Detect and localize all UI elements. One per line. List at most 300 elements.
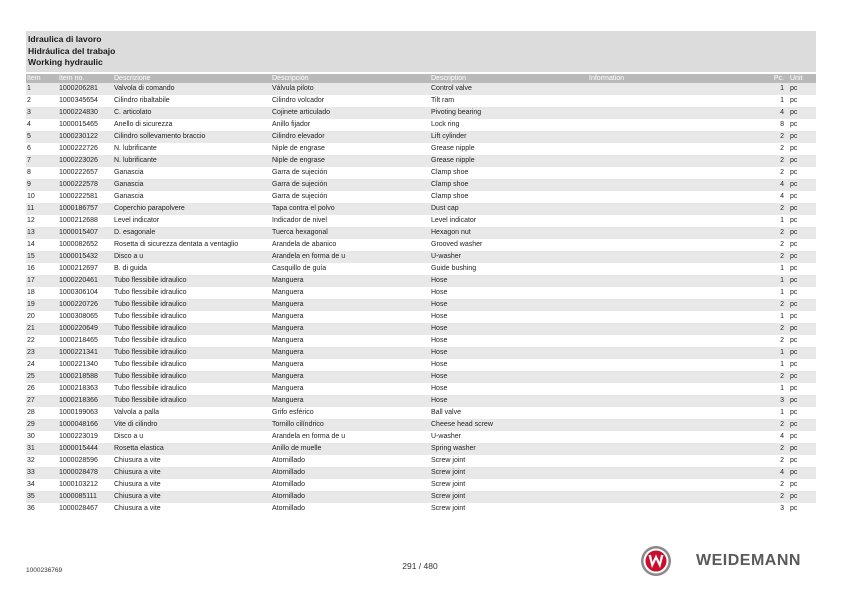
cell-description: Screw joint xyxy=(430,455,588,467)
cell-item-no: 1000345654 xyxy=(58,95,113,107)
table-row xyxy=(26,359,816,371)
cell-item: 19 xyxy=(26,299,58,311)
table-row xyxy=(26,455,816,467)
cell-unit: pc xyxy=(784,275,816,287)
cell-item-no: 1000223026 xyxy=(58,155,113,167)
cell-pc: 3 xyxy=(743,503,784,515)
cell-descrizione: B. di guida xyxy=(113,263,271,275)
cell-unit: pc xyxy=(784,179,816,191)
cell-unit: pc xyxy=(784,431,816,443)
cell-item-no: 1000223019 xyxy=(58,431,113,443)
cell-descripcion: Manguera xyxy=(271,383,430,395)
table-row xyxy=(26,467,816,479)
table-row xyxy=(26,503,816,515)
cell-descrizione: Chiusura a vite xyxy=(113,491,271,503)
cell-information xyxy=(588,155,743,167)
cell-unit: pc xyxy=(784,155,816,167)
table-row xyxy=(26,167,816,179)
cell-item-no: 1000222581 xyxy=(58,191,113,203)
cell-descrizione: Chiusura a vite xyxy=(113,467,271,479)
cell-descripcion: Cilindro elevador xyxy=(271,131,430,143)
cell-unit: pc xyxy=(784,131,816,143)
cell-description: Hose xyxy=(430,335,588,347)
cell-description: Hose xyxy=(430,275,588,287)
col-header-pc: Pc. xyxy=(743,74,784,83)
cell-pc: 2 xyxy=(743,479,784,491)
cell-descrizione: Disco a u xyxy=(113,431,271,443)
cell-pc: 1 xyxy=(743,347,784,359)
table-row xyxy=(26,395,816,407)
cell-description: Screw joint xyxy=(430,467,588,479)
cell-information xyxy=(588,119,743,131)
cell-descripcion: Arandela de abanico xyxy=(271,239,430,251)
cell-item-no: 1000103212 xyxy=(58,479,113,491)
cell-description: Grease nipple xyxy=(430,155,588,167)
cell-descripcion: Manguera xyxy=(271,359,430,371)
cell-descrizione: Chiusura a vite xyxy=(113,503,271,515)
cell-description: U-washer xyxy=(430,431,588,443)
table-row xyxy=(26,407,816,419)
cell-item: 34 xyxy=(26,479,58,491)
cell-pc: 1 xyxy=(743,275,784,287)
cell-descrizione: Valvola di comando xyxy=(113,83,271,95)
cell-unit: pc xyxy=(784,455,816,467)
cell-description: Ball valve xyxy=(430,407,588,419)
cell-descripcion: Niple de engrase xyxy=(271,155,430,167)
cell-item-no: 1000218366 xyxy=(58,395,113,407)
cell-unit: pc xyxy=(784,335,816,347)
cell-pc: 8 xyxy=(743,119,784,131)
cell-item: 20 xyxy=(26,311,58,323)
cell-descripcion: Tuerca hexagonal xyxy=(271,227,430,239)
cell-item: 36 xyxy=(26,503,58,515)
cell-description: Lift cylinder xyxy=(430,131,588,143)
cell-pc: 2 xyxy=(743,227,784,239)
cell-descripcion: Atornillado xyxy=(271,491,430,503)
table-row xyxy=(26,131,816,143)
cell-item: 32 xyxy=(26,455,58,467)
cell-information xyxy=(588,347,743,359)
cell-unit: pc xyxy=(784,371,816,383)
cell-item-no: 1000085111 xyxy=(58,491,113,503)
table-row xyxy=(26,119,816,131)
cell-description: Level indicator xyxy=(430,215,588,227)
cell-pc: 2 xyxy=(743,203,784,215)
cell-descripcion: Casquillo de guía xyxy=(271,263,430,275)
cell-descrizione: Tubo flessibile idraulico xyxy=(113,335,271,347)
page-number: 291 / 480 xyxy=(402,561,438,571)
cell-description: Tilt ram xyxy=(430,95,588,107)
table-row xyxy=(26,215,816,227)
cell-information xyxy=(588,479,743,491)
cell-item-no: 1000028478 xyxy=(58,467,113,479)
col-header-unit: Unit xyxy=(784,74,816,83)
cell-item: 10 xyxy=(26,191,58,203)
cell-descripcion: Garra de sujeción xyxy=(271,179,430,191)
document-number: 1000236769 xyxy=(26,567,63,574)
cell-description: Hexagon nut xyxy=(430,227,588,239)
cell-information xyxy=(588,203,743,215)
table-row xyxy=(26,275,816,287)
table-row xyxy=(26,203,816,215)
cell-descrizione: Chiusura a vite xyxy=(113,455,271,467)
cell-information xyxy=(588,407,743,419)
cell-descripcion: Tornillo cilíndrico xyxy=(271,419,430,431)
cell-item: 21 xyxy=(26,323,58,335)
table-row xyxy=(26,491,816,503)
cell-descrizione: D. esagonale xyxy=(113,227,271,239)
table-row xyxy=(26,251,816,263)
cell-unit: pc xyxy=(784,167,816,179)
cell-descrizione: Ganascia xyxy=(113,191,271,203)
cell-information xyxy=(588,131,743,143)
cell-descripcion: Manguera xyxy=(271,347,430,359)
cell-item: 8 xyxy=(26,167,58,179)
cell-item-no: 1000015407 xyxy=(58,227,113,239)
cell-descripcion: Manguera xyxy=(271,323,430,335)
cell-descrizione: Coperchio parapolvere xyxy=(113,203,271,215)
cell-item-no: 1000220726 xyxy=(58,299,113,311)
cell-item-no: 1000222726 xyxy=(58,143,113,155)
cell-pc: 4 xyxy=(743,467,784,479)
cell-descripcion: Cojinete articulado xyxy=(271,107,430,119)
cell-item: 29 xyxy=(26,419,58,431)
cell-descripcion: Anillo fijador xyxy=(271,119,430,131)
cell-descripcion: Garra de sujeción xyxy=(271,191,430,203)
cell-item: 33 xyxy=(26,467,58,479)
cell-item: 25 xyxy=(26,371,58,383)
table-row xyxy=(26,179,816,191)
cell-pc: 1 xyxy=(743,215,784,227)
cell-unit: pc xyxy=(784,383,816,395)
cell-pc: 2 xyxy=(743,143,784,155)
cell-item: 5 xyxy=(26,131,58,143)
cell-item: 12 xyxy=(26,215,58,227)
cell-pc: 2 xyxy=(743,167,784,179)
cell-pc: 1 xyxy=(743,311,784,323)
cell-information xyxy=(588,359,743,371)
cell-descripcion: Manguera xyxy=(271,275,430,287)
cell-descrizione: Vite di cilindro xyxy=(113,419,271,431)
cell-descripcion: Manguera xyxy=(271,335,430,347)
cell-descrizione: Tubo flessibile idraulico xyxy=(113,311,271,323)
cell-description: Hose xyxy=(430,347,588,359)
cell-item-no: 1000015432 xyxy=(58,251,113,263)
cell-descripcion: Arandela en forma de u xyxy=(271,251,430,263)
cell-descrizione: Chiusura a vite xyxy=(113,479,271,491)
cell-item-no: 1000028467 xyxy=(58,503,113,515)
cell-description: Screw joint xyxy=(430,491,588,503)
cell-unit: pc xyxy=(784,239,816,251)
cell-information xyxy=(588,503,743,515)
cell-description: Grooved washer xyxy=(430,239,588,251)
cell-information xyxy=(588,443,743,455)
cell-unit: pc xyxy=(784,443,816,455)
cell-information xyxy=(588,227,743,239)
cell-unit: pc xyxy=(784,251,816,263)
cell-unit: pc xyxy=(784,299,816,311)
cell-item-no: 1000308065 xyxy=(58,311,113,323)
table-row xyxy=(26,83,816,95)
cell-descrizione: Tubo flessibile idraulico xyxy=(113,323,271,335)
cell-information xyxy=(588,455,743,467)
cell-description: Hose xyxy=(430,299,588,311)
cell-item: 30 xyxy=(26,431,58,443)
cell-unit: pc xyxy=(784,359,816,371)
cell-item-no: 1000218465 xyxy=(58,335,113,347)
table-header-row xyxy=(26,74,816,83)
cell-pc: 1 xyxy=(743,407,784,419)
cell-pc: 2 xyxy=(743,155,784,167)
cell-unit: pc xyxy=(784,491,816,503)
cell-information xyxy=(588,107,743,119)
cell-pc: 2 xyxy=(743,323,784,335)
cell-unit: pc xyxy=(784,479,816,491)
cell-item-no: 1000186757 xyxy=(58,203,113,215)
cell-item: 16 xyxy=(26,263,58,275)
cell-unit: pc xyxy=(784,263,816,275)
cell-description: Grease nipple xyxy=(430,143,588,155)
cell-descripcion: Atornillado xyxy=(271,467,430,479)
cell-pc: 1 xyxy=(743,359,784,371)
cell-descrizione: Cilindro sollevamento braccio xyxy=(113,131,271,143)
cell-descripcion: Atornillado xyxy=(271,479,430,491)
cell-pc: 1 xyxy=(743,83,784,95)
cell-description: Screw joint xyxy=(430,479,588,491)
cell-description: Pivoting bearing xyxy=(430,107,588,119)
cell-information xyxy=(588,335,743,347)
cell-unit: pc xyxy=(784,287,816,299)
col-header-descripcion: Descripción xyxy=(271,74,430,83)
cell-unit: pc xyxy=(784,347,816,359)
cell-item-no: 1000221340 xyxy=(58,359,113,371)
cell-descrizione: Tubo flessibile idraulico xyxy=(113,383,271,395)
cell-descripcion: Indicador de nivel xyxy=(271,215,430,227)
cell-item-no: 1000224830 xyxy=(58,107,113,119)
cell-information xyxy=(588,395,743,407)
table-row xyxy=(26,311,816,323)
cell-pc: 4 xyxy=(743,191,784,203)
cell-unit: pc xyxy=(784,323,816,335)
table-row xyxy=(26,371,816,383)
cell-information xyxy=(588,371,743,383)
cell-descripcion: Cilindro volcador xyxy=(271,95,430,107)
cell-item-no: 1000028596 xyxy=(58,455,113,467)
cell-item: 1 xyxy=(26,83,58,95)
cell-descripcion: Grifo esférico xyxy=(271,407,430,419)
cell-item-no: 1000220461 xyxy=(58,275,113,287)
cell-item: 13 xyxy=(26,227,58,239)
cell-descripcion: Manguera xyxy=(271,371,430,383)
cell-item-no: 1000206281 xyxy=(58,83,113,95)
cell-information xyxy=(588,215,743,227)
table-row xyxy=(26,239,816,251)
cell-item: 3 xyxy=(26,107,58,119)
cell-descripcion: Atornillado xyxy=(271,455,430,467)
cell-unit: pc xyxy=(784,215,816,227)
cell-descripcion: Válvula piloto xyxy=(271,83,430,95)
weidemann-w-logo-icon xyxy=(641,546,671,576)
cell-descripcion: Atornillado xyxy=(271,503,430,515)
cell-item: 35 xyxy=(26,491,58,503)
cell-information xyxy=(588,263,743,275)
cell-unit: pc xyxy=(784,467,816,479)
table-row xyxy=(26,443,816,455)
cell-item-no: 1000048166 xyxy=(58,419,113,431)
cell-descrizione: Tubo flessibile idraulico xyxy=(113,371,271,383)
title-english: Working hydraulic xyxy=(28,57,103,67)
cell-pc: 4 xyxy=(743,179,784,191)
cell-item-no: 1000230122 xyxy=(58,131,113,143)
cell-description: Hose xyxy=(430,383,588,395)
cell-unit: pc xyxy=(784,419,816,431)
cell-information xyxy=(588,179,743,191)
table-row xyxy=(26,227,816,239)
cell-unit: pc xyxy=(784,119,816,131)
cell-pc: 1 xyxy=(743,287,784,299)
cell-description: Dust cap xyxy=(430,203,588,215)
cell-descrizione: Anello di sicurezza xyxy=(113,119,271,131)
cell-unit: pc xyxy=(784,143,816,155)
cell-item: 9 xyxy=(26,179,58,191)
cell-descrizione: Tubo flessibile idraulico xyxy=(113,395,271,407)
cell-descripcion: Tapa contra el polvo xyxy=(271,203,430,215)
cell-information xyxy=(588,239,743,251)
cell-item-no: 1000082652 xyxy=(58,239,113,251)
table-row xyxy=(26,299,816,311)
cell-pc: 2 xyxy=(743,443,784,455)
cell-descripcion: Garra de sujeción xyxy=(271,167,430,179)
table-row xyxy=(26,383,816,395)
cell-pc: 2 xyxy=(743,251,784,263)
cell-unit: pc xyxy=(784,395,816,407)
cell-information xyxy=(588,383,743,395)
cell-information xyxy=(588,419,743,431)
cell-item-no: 1000212697 xyxy=(58,263,113,275)
cell-description: Hose xyxy=(430,287,588,299)
cell-information xyxy=(588,287,743,299)
cell-description: Hose xyxy=(430,323,588,335)
cell-unit: pc xyxy=(784,227,816,239)
title-spanish: Hidráulica del trabajo xyxy=(28,45,116,56)
cell-pc: 4 xyxy=(743,107,784,119)
cell-pc: 2 xyxy=(743,419,784,431)
cell-descrizione: N. lubrificante xyxy=(113,155,271,167)
cell-item: 27 xyxy=(26,395,58,407)
cell-unit: pc xyxy=(784,107,816,119)
cell-information xyxy=(588,311,743,323)
cell-pc: 2 xyxy=(743,131,784,143)
table-row xyxy=(26,143,816,155)
cell-description: Control valve xyxy=(430,83,588,95)
cell-item-no: 1000015444 xyxy=(58,443,113,455)
cell-descrizione: Rosetta di sicurezza dentata a ventaglio xyxy=(113,239,271,251)
cell-description: Clamp shoe xyxy=(430,179,588,191)
cell-pc: 2 xyxy=(743,335,784,347)
cell-item: 15 xyxy=(26,251,58,263)
cell-item: 28 xyxy=(26,407,58,419)
cell-description: Cheese head screw xyxy=(430,419,588,431)
cell-descripcion: Manguera xyxy=(271,311,430,323)
table-row xyxy=(26,191,816,203)
col-header-item-no: Item no. xyxy=(58,74,113,83)
cell-pc: 1 xyxy=(743,95,784,107)
cell-pc: 2 xyxy=(743,455,784,467)
col-header-descrizione: Descrizione xyxy=(113,74,271,83)
cell-descrizione: Disco a u xyxy=(113,251,271,263)
table-row xyxy=(26,155,816,167)
cell-item-no: 1000218363 xyxy=(58,383,113,395)
table-row xyxy=(26,323,816,335)
table-row xyxy=(26,335,816,347)
cell-item: 7 xyxy=(26,155,58,167)
cell-descrizione: Cilindro ribaltabile xyxy=(113,95,271,107)
table-row xyxy=(26,479,816,491)
cell-information xyxy=(588,251,743,263)
cell-pc: 2 xyxy=(743,491,784,503)
table-row xyxy=(26,287,816,299)
cell-description: Clamp shoe xyxy=(430,167,588,179)
cell-description: Spring washer xyxy=(430,443,588,455)
cell-description: Hose xyxy=(430,359,588,371)
cell-descripcion: Manguera xyxy=(271,299,430,311)
cell-descrizione: Ganascia xyxy=(113,179,271,191)
cell-description: Hose xyxy=(430,395,588,407)
cell-descrizione: Tubo flessibile idraulico xyxy=(113,359,271,371)
cell-pc: 2 xyxy=(743,371,784,383)
cell-unit: pc xyxy=(784,503,816,515)
cell-item: 24 xyxy=(26,359,58,371)
cell-descrizione: Tubo flessibile idraulico xyxy=(113,287,271,299)
cell-information xyxy=(588,467,743,479)
title-italian: Idraulica di lavoro xyxy=(28,34,102,44)
cell-descrizione: Valvola a palla xyxy=(113,407,271,419)
cell-descrizione: Ganascia xyxy=(113,167,271,179)
section-title-block xyxy=(26,31,816,72)
cell-information xyxy=(588,191,743,203)
table-row xyxy=(26,263,816,275)
cell-descrizione: Level indicator xyxy=(113,215,271,227)
cell-descripcion: Manguera xyxy=(271,395,430,407)
cell-item: 4 xyxy=(26,119,58,131)
col-header-description: Description xyxy=(430,74,588,83)
cell-descrizione: N. lubrificante xyxy=(113,143,271,155)
cell-information xyxy=(588,167,743,179)
table-row xyxy=(26,419,816,431)
cell-pc: 1 xyxy=(743,383,784,395)
cell-item-no: 1000221341 xyxy=(58,347,113,359)
cell-descripcion: Arandela en forma de u xyxy=(271,431,430,443)
cell-information xyxy=(588,275,743,287)
cell-item: 31 xyxy=(26,443,58,455)
cell-descripcion: Niple de engrase xyxy=(271,143,430,155)
cell-description: Hose xyxy=(430,371,588,383)
cell-pc: 3 xyxy=(743,395,784,407)
cell-pc: 1 xyxy=(743,263,784,275)
cell-descrizione: Tubo flessibile idraulico xyxy=(113,275,271,287)
cell-item: 23 xyxy=(26,347,58,359)
cell-item: 2 xyxy=(26,95,58,107)
cell-pc: 2 xyxy=(743,299,784,311)
cell-descrizione: Rosetta elastica xyxy=(113,443,271,455)
cell-unit: pc xyxy=(784,407,816,419)
cell-item-no: 1000220649 xyxy=(58,323,113,335)
cell-unit: pc xyxy=(784,83,816,95)
cell-information xyxy=(588,491,743,503)
cell-information xyxy=(588,95,743,107)
col-header-item: Item xyxy=(26,74,58,83)
cell-information xyxy=(588,83,743,95)
